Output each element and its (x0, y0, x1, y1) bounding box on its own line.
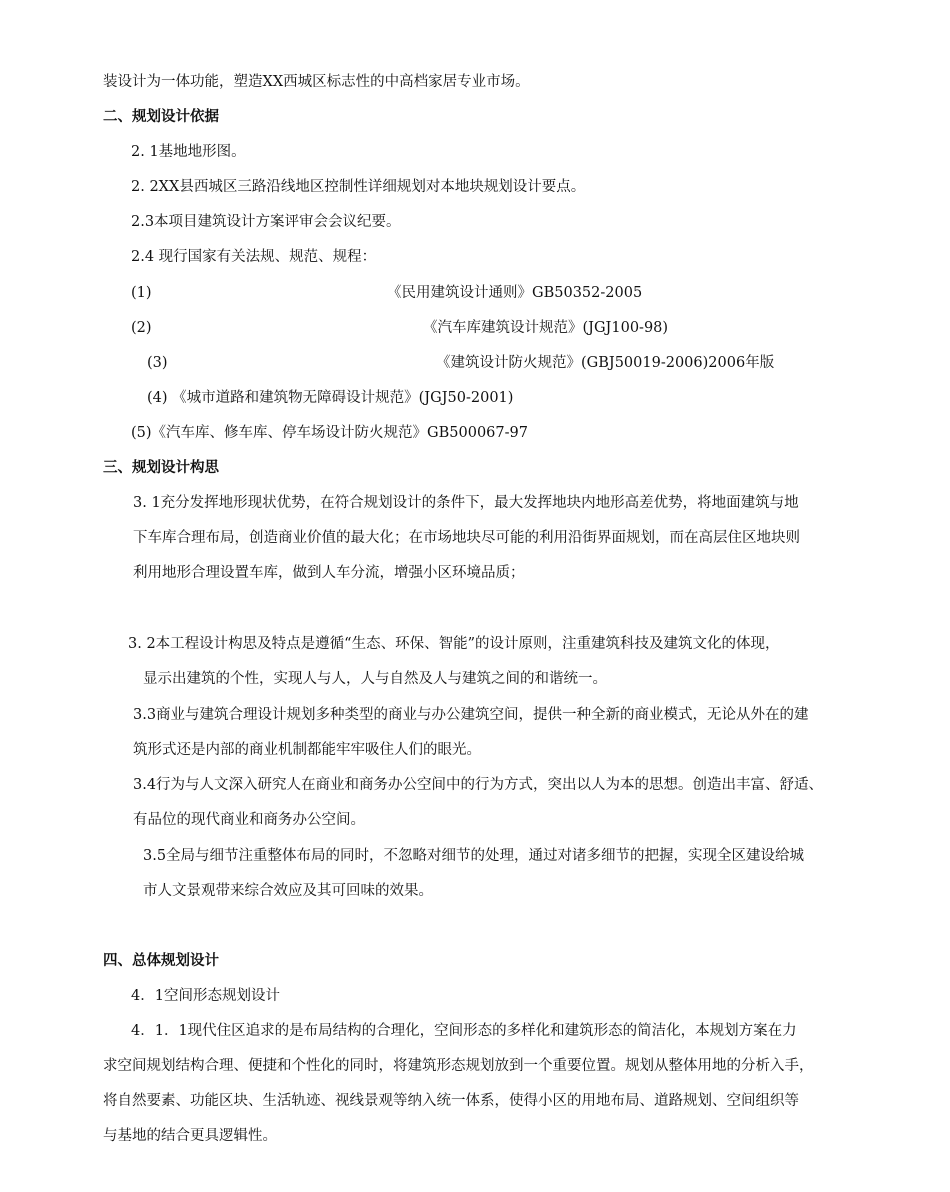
list-item: 2. 2XX县西城区三路沿线地区控制性详细规划对本地块规划设计要点。 (131, 179, 586, 195)
section-heading: 四、总体规划设计 (103, 952, 219, 969)
list-item: 2.3本项目建筑设计方案评审会会议纪要。 (131, 214, 401, 230)
paragraph-line: 3.3商业与建筑合理设计规划多种类型的商业与办公建筑空间，提供一种全新的商业模式，无论从外在的建 (133, 707, 809, 723)
list-number: (1) (131, 285, 152, 301)
subsection-heading: 4．1空间形态规划设计 (131, 988, 280, 1004)
paragraph-line: 3. 2本工程设计构思及特点是遵循“生态、环保、智能”的设计原则，注重建筑科技及建筑文化的体现， (128, 636, 780, 652)
paragraph-line: 3. 1充分发挥地形现状优势，在符合规划设计的条件下，最大发挥地块内地形高差优势，将地面建筑与地 (133, 495, 799, 511)
regulation-title: 《汽车库建筑设计规范》(JGJ100-98) (423, 320, 669, 336)
list-item: 2.4 现行国家有关法规、规范、规程： (131, 249, 377, 265)
regulation-title: (4) 《城市道路和建筑物无障碍设计规范》(JGJ50-2001) (147, 390, 514, 406)
paragraph-line: 筑形式还是内部的商业机制都能牢牢吸住人们的眼光。 (133, 742, 481, 758)
paragraph-line: 求空间规划结构合理、便捷和个性化的同时，将建筑形态规划放到一个重要位置。规划从整体用地的分析入手， (103, 1058, 814, 1074)
paragraph-line: 显示出建筑的个性，实现人与人，人与自然及人与建筑之间的和谐统一。 (143, 671, 607, 687)
paragraph-line: 有品位的现代商业和商务办公空间。 (133, 812, 365, 828)
paragraph-line: 3.4行为与人文深入研究人在商业和商务办公空间中的行为方式，突出以人为本的思想。创造出丰富、舒适、 (133, 777, 824, 793)
list-number: (2) (131, 320, 152, 336)
paragraph-line: 与基地的结合更具逻辑性。 (103, 1128, 277, 1144)
list-number: (3) (147, 355, 168, 371)
section-heading: 三、规划设计构思 (103, 459, 219, 476)
paragraph-line: 下车库合理布局，创造商业价值的最大化；在市场地块尽可能的利用沿街界面规划，而在高层住区地块则 (133, 530, 800, 546)
regulation-title: (5)《汽车库、修车库、停车场设计防火规范》GB500067-97 (131, 425, 528, 441)
paragraph-line: 将自然要素、功能区块、生活轨迹、视线景观等纳入统一体系，使得小区的用地布局、道路规划、空间组织等 (103, 1093, 799, 1109)
paragraph-line: 市人文景观带来综合效应及其可回味的效果。 (143, 883, 433, 899)
paragraph-line: 利用地形合理设置车库，做到人车分流，增强小区环境品质； (133, 565, 525, 581)
section-heading: 二、规划设计依据 (103, 108, 219, 125)
paragraph-line: 3.5全局与细节注重整体布局的同时，不忽略对细节的处理，通过对诸多细节的把握，实现全区建设给城 (143, 848, 805, 864)
list-item: 2. 1基地地形图。 (131, 144, 246, 160)
regulation-title: 《建筑设计防火规范》(GBJ50019-2006)2006年版 (436, 355, 775, 371)
regulation-title: 《民用建筑设计通则》GB50352-2005 (387, 285, 643, 301)
paragraph-line: 4．1．1现代住区追求的是布局结构的合理化，空间形态的多样化和建筑形态的简洁化，本规划方案在力 (131, 1023, 797, 1039)
paragraph-line: 装设计为一体功能，塑造XX西城区标志性的中高档家居专业市场。 (103, 74, 530, 90)
